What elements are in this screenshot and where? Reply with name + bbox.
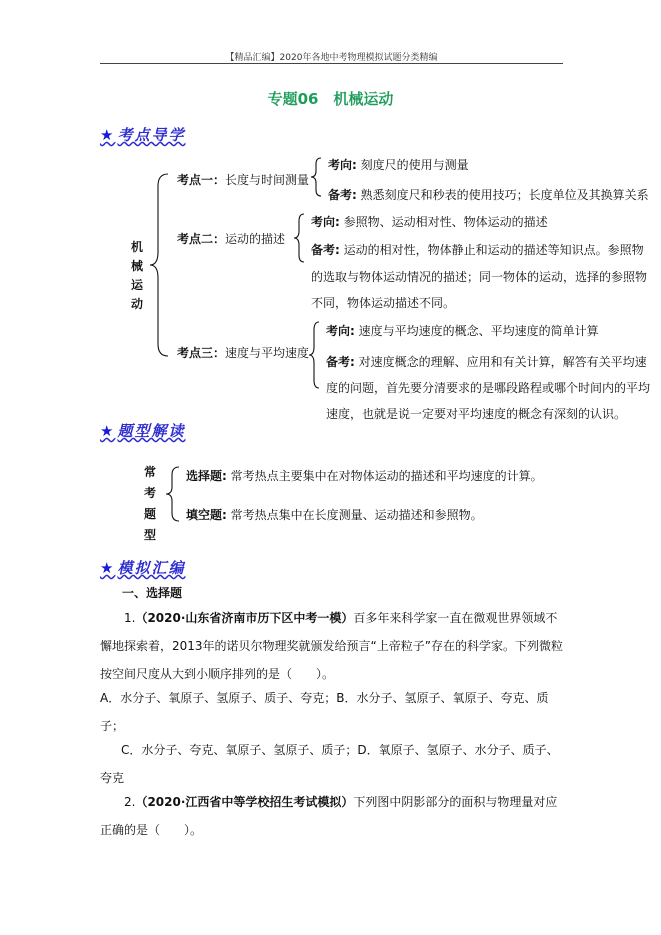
point2-prep-line3: 不同，物体运动描述不同。 xyxy=(311,296,456,310)
prep-text: 运动的相对性，物体静止和运动的描述等知识点。参照物 xyxy=(343,243,644,257)
direction-label: 考向: xyxy=(326,324,355,338)
prep-label: 备考: xyxy=(328,188,357,202)
mindmap-root xyxy=(130,238,144,314)
point-label: 考点二： xyxy=(177,232,226,246)
type-label: 选择题: xyxy=(186,469,227,483)
star-icon: ★ xyxy=(100,559,116,577)
question-text: 下列图中阴影部分的面积与物理量对应正确 xyxy=(100,795,558,837)
point3-brace xyxy=(307,320,321,390)
point-topic: 速度与平均速度 xyxy=(225,346,310,360)
question-1-options-cd: C．水分子、夸克、氧原子、氢原子、质子；D．氧原子、氢原子、水分子、质子、夸克 xyxy=(100,743,559,785)
prep-label: 备考: xyxy=(326,355,355,369)
question-text: 百多年来科学家一直在微观世界领域不懈地 xyxy=(100,611,558,653)
point2-prep xyxy=(311,241,644,258)
type-text: 常考热点集中在长度测量、运动描述和参照物。 xyxy=(230,508,483,522)
root-char: 题 xyxy=(143,507,156,521)
point3-prep-line2: 度的问题，首先要分清要求的是哪段路程或哪个时间内的平均 xyxy=(326,381,651,395)
types-fill xyxy=(186,506,483,523)
section-title: 考点导学 xyxy=(117,126,186,144)
direction-text: 刻度尺的使用与测量 xyxy=(360,158,469,172)
root-char: 考 xyxy=(143,486,156,500)
section-banner-types xyxy=(100,420,185,441)
root-char: 动 xyxy=(130,297,143,311)
point2-node xyxy=(177,230,285,247)
section-banner-mock xyxy=(100,557,185,578)
question-text-rest: 的是（ ）。 xyxy=(124,823,203,837)
type-label: 填空题: xyxy=(186,508,227,522)
star-icon: ★ xyxy=(100,422,116,440)
section-title: 模拟汇编 xyxy=(117,559,186,577)
types-choice xyxy=(186,467,543,484)
types-root xyxy=(143,462,157,546)
point1-prep xyxy=(328,186,649,203)
question-number: 1. xyxy=(124,611,136,625)
section-title: 题型解读 xyxy=(117,422,186,440)
root-char: 常 xyxy=(143,465,156,479)
types-brace xyxy=(163,465,181,523)
point1-node xyxy=(177,171,309,188)
type-text: 常考热点主要集中在对物体运动的描述和平均速度的计算。 xyxy=(230,469,543,483)
question-text-rest: 探索着，2013年的诺贝尔物理奖就颁发给预言“上帝粒子”存在的科学家。下列微粒按空间尺度从大到小顺序排列的是（ ）。 xyxy=(100,639,563,681)
direction-label: 考向: xyxy=(311,215,340,229)
point3-prep xyxy=(326,353,647,370)
page-header: 【精品汇编】2020年各地中考物理模拟试题分类精编 xyxy=(225,53,438,63)
root-char: 型 xyxy=(143,528,156,542)
point1-brace xyxy=(309,156,323,198)
point3-direction xyxy=(326,322,599,339)
question-source: （2020·山东省济南市历下区中考一模） xyxy=(135,611,354,625)
prep-label: 备考: xyxy=(311,243,340,257)
root-char: 械 xyxy=(130,259,143,273)
point-topic: 运动的描述 xyxy=(225,232,286,246)
point2-prep-line2: 的选取与物体运动情况的描述；同一物体的运动，选择的参照物 xyxy=(311,270,648,284)
direction-label: 考向: xyxy=(328,158,357,172)
point3-prep-line3: 速度，也就是说一定要对平均速度的概念有深刻的认识。 xyxy=(326,407,627,421)
question-source: （2020·江西省中等学校招生考试模拟） xyxy=(135,795,354,809)
question-1-options-ab: A．水分子、氧原子、氢原子、质子、夸克；B．水分子、氢原子、氧原子、夸克、质子； xyxy=(100,691,549,733)
prep-text: 对速度概念的理解、应用和有关计算，解答有关平均速 xyxy=(358,355,647,369)
header-divider xyxy=(100,63,563,64)
root-char: 机 xyxy=(130,240,143,254)
direction-text: 速度与平均速度的概念、平均速度的简单计算 xyxy=(358,324,599,338)
section-banner-points xyxy=(100,124,185,145)
question-2 xyxy=(100,788,563,844)
direction-text: 参照物、运动相对性、物体运动的描述 xyxy=(343,215,548,229)
mindmap-main-brace xyxy=(146,172,170,358)
point3-node xyxy=(177,344,309,361)
star-icon: ★ xyxy=(100,126,116,144)
point-label: 考点三： xyxy=(177,346,226,360)
point1-direction xyxy=(328,156,469,173)
point-topic: 长度与时间测量 xyxy=(225,173,310,187)
prep-text: 熟悉刻度尺和秒表的使用技巧；长度单位及其换算关系 xyxy=(360,188,649,202)
point-label: 考点一： xyxy=(177,173,226,187)
root-char: 运 xyxy=(130,278,143,292)
exercise-section-label: 一、选择题 xyxy=(122,586,183,600)
page-title: 专题06 机械运动 xyxy=(267,90,394,108)
question-1 xyxy=(100,604,563,688)
point2-direction xyxy=(311,213,548,230)
question-number: 2. xyxy=(124,795,136,809)
point2-brace xyxy=(292,212,306,264)
